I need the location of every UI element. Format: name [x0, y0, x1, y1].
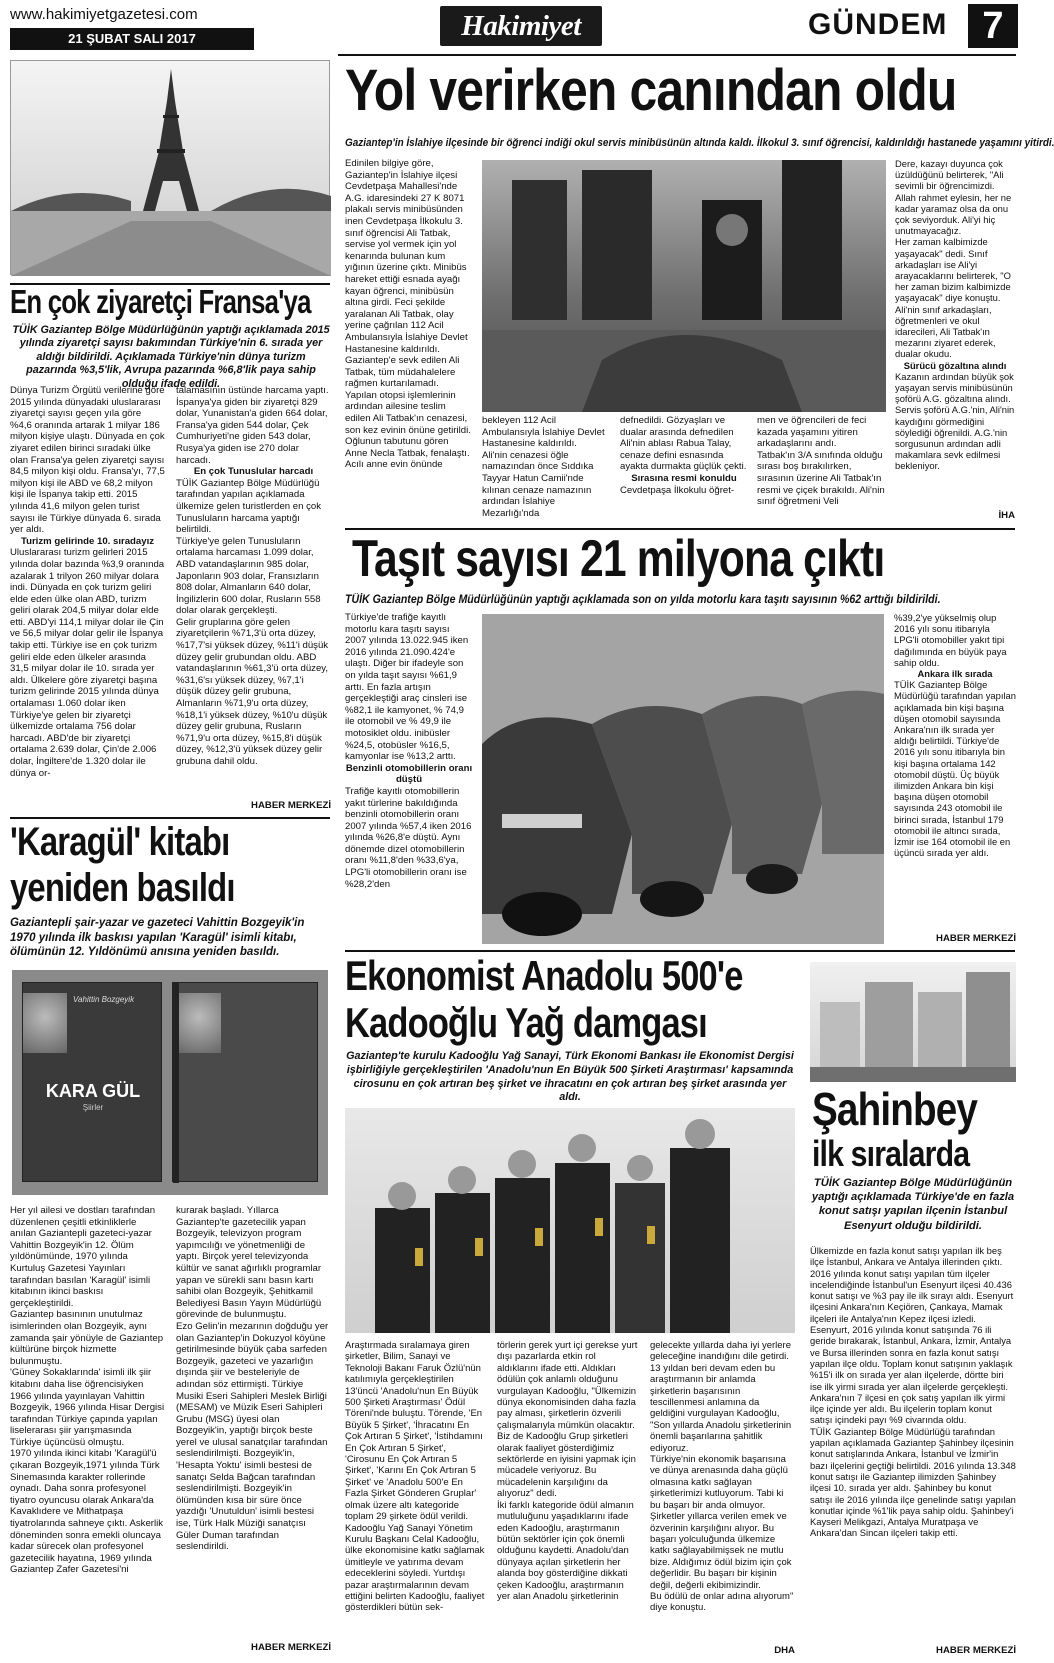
book-cover-1 [22, 982, 162, 1182]
tasit-headline: Taşıt sayısı 21 milyona çıktı [352, 530, 885, 588]
eiffel-tower-icon [11, 61, 331, 276]
sahinbey-body-text: Ülkemizde en fazla konut satışı yapılan ilk beş ilçe İstanbul, Ankara ve Antalya illerinden çıktı. 2016 yılında konut satışı yapılan tüm ilçeler incelendiğinde İstanbul'un Esenyurt ilçesi 40.436 konut satışı ve %3 pay ile ilk sırayı aldı. Esenyurt ilçesini Ankara'nın Keçiören, Çankaya, Mamak ilçeleri ile Antalya'nın Kepez ilçesi izledi. Esenyurt, 2016 yılında konut satışında 76 ili geride bırakarak, İstanbul, Ankara, İzmir, Antalya ve Bursa illerinden sonra en fazla konut satışı yapılan ilçe oldu. Toplam konut satışının yaklaşık %15'i ilk on sırada yer alan ilçelerde, dörtte biri ise ilk yirmi sırada yer alan ilçelerde gerçekleşti. Ankara'nın 7 ilçesi en çok satış yapılan ilk yirmi ilçe içinde yer aldı. Bu ilçelerin toplam konut satışı içindeki payı %9 civarında oldu. TÜİK Gaziantep Bölge Müdürlüğü tarafından yapılan açıklamada Gaziantep Şahinbey ilçesinin konut satışlarında Ankara, İstanbul ve İzmir'in bazı ilçelerini geçtiği belirtildi. 2016 yılında 13.348 konut satışı ile Gaziantep ilimizden Şahinbey ilçesi 10. sırada yer aldı. Şahinbey bu konut satışı ile 2016 yılında ilçe genelinde satışı yapılan konutlar içinde %1'lik paya sahip oldu. Şahinbey'i Kayseri Melikgazi, Antalya Muratpaşa ve Ankara'dan Sincan ilçeleri takip etti. [810, 1245, 1016, 1539]
servis-col1 [345, 158, 473, 520]
sahinbey-signature: HABER MERKEZİ [936, 1645, 1016, 1656]
kadooglu-col1-text: Araştırmada sıralamaya giren şirketler, Bilim, Sanayi ve Teknoloji Bakanı Faruk Özlü'nün katılımıyla gerçekleştirilen 13'üncü 'Anadolu'nun En Büyük 500 Şirketi Araştırması' Ödül Töreni'nde buluştu. Törende, 'En Büyük 5 Şirket', 'İhracatını En Çok Artıran 5 Şirket', 'İstihdamını En Çok Artıran 5 Şirket', 'Cirosunu En Çok Artıran 5 Şirket', 'Karını En Çok Artıran 5 Şirket' ve 'Anadolu 500'e En Fazla Şirket Gönderen Gruplar' olmak üzere altı kategoride toplam 29 şirkete ödül verildi. Kadooğlu Yağ Sanayi Yönetim Kurulu Başkanı Celal Kadooğlu, ülke ekonomisine katkı sağlamak ümitleyle ve yatırıma devam edeceklerini söyledi. Yurtdışı pazar araştırmalarının devam ettiğini belirten Kadooğlu, faaliyet gösterdikleri bütün sek- [345, 1340, 485, 1614]
tasit-col2-text: %39,2'ye yükselmiş olup 2016 yılı sonu itibarıyla LPG'li otomobiller yakıt tipi dağılımında en büyük paya sahip oldu. [894, 612, 1007, 668]
kadooglu-col3-text: gelecekte yıllarda daha iyi yerlere geleceğine inandığını dile getirdi. 13 yıldan beri devam eden bu araştırmanın bir anlamda şirketlerin başarısının tescillenmesi anlamına da geldiğini vurgulayan Kadooğlu, "Son yıllarda Anadolu şirketlerinin önemli başarılarına şahitlik ediyoruz. Türkiye'nin ekonomik başarısına ve dünya arenasında daha güçlü olmasına katkı sağlayan şirketlerimizi kutluyorum. Tabi ki bu başarı bir anda olmuyor. Şirketler yıllarca verilen emek ve özverinin karşılığını alıyor. Bu başarı yolculuğunda ülkemize katkı sağlayabilmişsek ne mutlu bize. Aldığımız ödül bizim için çok değerlidir. Bu başarı bir kişinin değil, değerli ekibimizindir. Bu ödülü de onlar adına alıyorum" diye konuştu. [650, 1340, 794, 1614]
france-signature: HABER MERKEZİ [251, 800, 331, 811]
servis-col2 [482, 415, 610, 520]
masthead-logo [440, 6, 602, 46]
france-col1-subhead: Turizm gelirinde 10. sıradayız [20, 535, 155, 547]
france-col2b-text: TÜİK Gaziantep Bölge Müdürlüğü tarafından yapılan açıklamada ülkemize gelen turistlerden en çok Tunusluların harcama yaptığı belirtildi. Türkiye'ye gelen Tunusluların ortalama harcaması 1.099 dolar, ABD vatandaşlarının 985 dolar, Japonların 903 dolar, Fransızların 808 dolar, Almanların 640 dolar, İngilizlerin 600 dolar, Rusların 558 dolar olarak gerçekleşti. Gelir gruplarına göre gelen ziyaretçilerin %71,3'ü orta düzey, %17,7'si yüksek düzey, %11'i düşük düzey gelir grubundan oldu. ABD vatandaşlarının %61,3'ü orta düzey, %31,6'sı yüksek düzey, %7,1'i düşük düzey gelir grubuna, Almanların %71,9'u orta düzey, %18,1'i yüksek düzey, %10'u düşük düzey gelir grubuna, Rusların %71,9'u orta düzey, %15,8'i düşük düzey, %12,3'ü yüksek düzey gelir grubuna dahil oldu. [176, 477, 329, 767]
karagul-book-photo [12, 970, 328, 1195]
kadooglu-headline-1: Ekonomist Anadolu 500'e [345, 952, 743, 999]
kadooglu-col2 [497, 1340, 639, 1658]
karagul-signature: HABER MERKEZİ [251, 1642, 331, 1653]
tasit-col2 [894, 612, 1016, 932]
section-label: GÜNDEM [808, 8, 948, 41]
parked-cars-icon [482, 614, 884, 944]
servis-col1-text: Edinilen bilgiye göre, Gaziantep'in İslahiye ilçesi Cevdetpaşa Mahallesi'nde A.G. idaresindeki 27 K 8071 plakalı servis minibüsünden inen Cevdetpaşa İlkokulu 3. sınıf öğrencisi Ali Tatbak, servise yol vermek için yol kenarında bulunan kum yığının üzerine çıktı. Minibüs hareket ettiği esnada ayağı kayan öğrenci, minibüsün altına girdi. Feci şekilde yaralanan Ali Tatbak, olay yerine çağrılan 112 Acil Ambulansıyla İslahiye Devlet Hastanesine kaldırıldı. Gaziantep'e sevk edilen Ali Tatbak, tüm müdahalelere rağmen kurtarılamadı. Yapılan otopsi işlemlerinin ardından ailesine teslim edilen Ali Tatbak'ın cenazesi, son kez evinin önüne getirildi. Oğlunun tabutunu gören Anne Necla Tatbak, fenalaştı. Acılı anne evin önünde [345, 158, 471, 471]
kadooglu-col2-text: törlerin gerek yurt içi gerekse yurt dışı pazarlarda etkin rol aldıklarını ifade etti. Aldıkları ödülün çok anlamlı olduğunu vurgulayan Kadooğlu, "Ülkemizin dünya ekonomisinden daha fazla pay alması, şirketlerin özverili çalışmalarıyla mümkün olacaktır. Biz de Kadooğlu Grup şirketleri olarak faaliyet gösterdiğimiz sektörlerde en iyisini yapmak için mücadele veriyoruz. Bu mücadelenin karşılığını da alıyoruz" dedi. İki farklı kategoride ödül almanın mutluluğunu yaşadıklarını ifade eden Kadooğlu, araştırmanın bütün sektörler için çok önemli olduğunu kaydetti. Anadolu'dan dünyaya açılan şirketlerin her alanda boy gösterdiğine dikkati çeken Kadooğlu, araştırmanın yer alan Anadolu şirketlerinin [497, 1340, 638, 1602]
servis-col2-text: bekleyen 112 Acil Ambulansıyla İslahiye Devlet Hastanesine kaldırıldı. Ali'nin cenazesi öğle namazından önce Sıddıka Tayyar Hatun Camii'nde kılınan cenaze namazının ardından İslahiye Mezarlığı'nda [482, 415, 605, 519]
author-portrait [23, 993, 67, 1053]
masthead-date: 21 ŞUBAT SALI 2017 [10, 28, 254, 50]
france-col2-subhead: En çok Tunuslular harcadı [193, 466, 314, 478]
sahinbey-headline-1: Şahinbey [812, 1083, 978, 1135]
karagul-col2 [176, 1205, 331, 1635]
servis-signature: İHA [998, 510, 1015, 521]
karagul-deck: Gaziantepli şair-yazar ve gazeteci Vahittin Bozgeyik'in 1970 yılında ilk baskısı yapılan 'Karagül' isimli kitabı, ölümünün 12. Yıldönümü anısına yeniden basıldı. [10, 917, 305, 958]
karagul-col1 [10, 1205, 165, 1645]
masthead-rule [338, 54, 1016, 56]
servis-col5b-text: Kazanın ardından büyük şok yaşayan servis minibüsünün şoförü A.G. gözaltına alındı. Servis şoförü A.G.'nin, Ali'nin kaydığını görmediğini söylediği öğrenildi. A.G.'nin sorgusunun ardından adli makamlara sevk edilmesi bekleniyor. [895, 370, 1015, 472]
servis-headline: Yol verirken canından oldu [345, 58, 957, 123]
servis-col3b-text: Cevdetpaşa İlkokulu öğret- [620, 484, 735, 496]
karagul-col2-text: kurarak başladı. Yıllarca Gaziantep'te gazetecilik yapan Bozgeyik, televizyon program yapımcılığı ve yönetmenliği de yaptı. Birçok yerel televizyonda kültür ve sanat ağırlıklı programlar yapan ve sürekli sanı basın kartı sahibi olan Bozgeyik, Şehitkamil Belediyesi Basın Yayın Müdürlüğü görevinde de bulunmuştu. Ezo Gelin'in mezarının doğduğu yer olan Gaziantep'in Dokuzyol köyüne getirilmesinde büyük çaba sarfeden Bozgeyik, gazeteci ve yazarlığın dışında şiir ve besteleriyle de adından söz ettirmişti. Türkiye Musiki Eseri Sahipleri Meslek Birliği (MESAM) ve Müzik Eseri Sahipleri Grubu (MSG) üyesi olan Bozgeyik'in, yaptığı birçok beste yerel ve ulusal sanatçılar tarafından seslendirilmişti. Bozgeyik'in, 'Hesapta Yoktu' isimli bestesi de sanatçı Selda Bağcan tarafından seslendirilmişti. Bozgeyik'in ölümünden kısa bir süre önce yazdığı 'Unutuldun' isimli bestesi ise, Türk Halk Müziği sanatçısı Güler Duman tarafından seslendirildi. [176, 1205, 329, 1553]
france-headline: En çok ziyaretçi Fransa'ya [10, 283, 311, 320]
france-deck: TÜİK Gaziantep Bölge Müdürlüğünün yaptığı açıklamada 2015 yılında ziyaretçi sayısı bakımından Türkiye'nin 6. sırada yer aldığı bildirildi. Açıklamada Türkiye'nin dünya turizm pazarında %3,5'lik, Avrupa pazarında %6,8'lik paya sahip olduğu ifade edildi. [12, 324, 330, 390]
masthead-url[interactable]: www.hakimiyetgazetesi.com [10, 6, 198, 23]
book-title: KARA GÜL [45, 1081, 141, 1101]
karagul-headline-2: yeniden basıldı [10, 866, 235, 910]
funeral-photo [482, 160, 886, 412]
france-col1 [10, 385, 165, 815]
servis-col3-text: defnedildi. Gözyaşları ve dualar arasında defnedilen Ali'nin ablası Rabua Talay, cenaze defini esnasında ayakta durmakta güçlük çekti. [620, 415, 747, 473]
servis-col3 [620, 415, 748, 520]
kadooglu-signature: DHA [774, 1645, 795, 1656]
tasit-col2b-text: TÜİK Gaziantep Bölge Müdürlüğü tarafından yapılan açıklamada bin kişi başına düşen otomobil sayısında Ankara'nın ilk sırada yer aldığı belirtildi. Türkiye'de 2016 yılı sonu itibarıyla bin kişi başına ortalama 142 otomobil düştü. Üç büyük ilimizden Ankara bin kişi başına düşen otomobil sayısında 243 otomobil ile birinci sırada, İstanbul 179 otomobil ile altıncı sırada, İzmir ise 164 otomobil ile en üçüncü sırada yer aldı. [894, 679, 1016, 859]
servis-col3-subhead: Sırasına resmi konuldu [631, 472, 737, 484]
france-col2-text: talamasının üstünde harcama yaptı. İspanya'ya giden bir ziyaretçi 829 dolar, Yunanistan'a giden 664 dolar, Fransa'ya giden 544 dolar, Çek Cumhuriyeti'ne giden 543 dolar, Rusya'ya giden ise 270 dolar harcadı. [176, 385, 329, 466]
sahinbey-deck: TÜİK Gaziantep Bölge Müdürlüğünün yaptığı açıklamada Türkiye'de en fazla konut satışı yapılan ilçenin İstanbul Esenyurt olduğu bildirildi. [811, 1177, 1015, 1232]
tasit-col1b-text: Trafiğe kayıtlı otomobillerin yakıt türlerine bakıldığında benzinli otomobillerin oranı 2007 yılında %57,4 iken 2016 yılında %26,8'e düştü. Aynı dönemde dizel otomobillerin oranı %11,8'den %33,6'ya, LPG'li otomobillerin oranı ise %28,2'den [345, 785, 472, 890]
book-author: Vahittin Bozgeyik [73, 995, 135, 1004]
tasit-col1 [345, 612, 473, 947]
sahinbey-body [810, 1245, 1016, 1643]
france-col1-text: Dünya Turizm Örgütü verilerine göre 2015 yılında dünyadaki uluslararası ziyaretçi sayısı geçen yıla göre %4,6 oranında artarak 1 milyar 186 milyon kişiye ulaştı. Dünyada en çok ziyaret edilen birinci sıradaki ülke olan Fransa'ya gelen ziyaretçi sayısı 84,5 milyon kişi oldu. Fransa'yı, 77,5 milyon kişi ile ABD ve 68,2 milyon kişi ile İspanya takip etti. 2015 yılında 41,6 milyon gelen turist sayısı ile Türkiye dünyada 6. sırada yer aldı. [10, 385, 165, 536]
kadooglu-headline-2: Kadooğlu Yağ damgası [345, 999, 707, 1046]
servis-col4 [757, 415, 885, 520]
apartments-photo [810, 962, 1016, 1082]
author-portrait-2 [177, 993, 221, 1053]
book-subtitle: Şiirler [82, 1103, 104, 1112]
karagul-col1-text: Her yıl ailesi ve dostları tarafından düzenlenen çeşitli etkinliklerle anılan Gaziantepli gazeteci-yazar Vahittin Bozgeyik'in 12. Ölüm yıldönümünde, 1970 yılında Kurtuluş Gazetesi Yayınları tarafından basılan 'Karagül' isimli kitabının ikinci baskısı gerçekleştirildi. Gaziantep basınının unutulmaz isimlerinden olan Bozgeyik, aynı zamanda şair yönüyle de Gaziantep kültürüne birçok hizmette bulunmuştu. 'Güney Sokaklarında' isimli ilk şiir kitabını daha lise öğrencisiyken 1966 yılında yayınlayan Vahittin Bozgeyik, 1966 yılında Hisar Dergisi tarafından Türkiye çapında yapılan liselerarası şiir yarışmasında Türkiye üçüncüsü olmuştu. 1970 yılında ikinci kitabı 'Karagül'ü çıkaran Bozgeyik,1971 yılında Türk Sinemasında karakter rollerinde oynadı. Daha sonra profesyonel tiyatro oyuncusu olarak Ankara'da Kavaklıdere ve Mithatpaşa tiyatrolarında sahneye çıktı. Askerlik döneminden sonra emekli oluncaya kadar sürecek olan profesyonel gazetecilik hayatına, 1969 yılında Gaziantep Zafer Gazetesi'ni [10, 1205, 165, 1576]
cars-photo [482, 614, 884, 944]
book-spine [173, 983, 179, 1183]
page-number: 7 [968, 4, 1018, 48]
tasit-deck: TÜİK Gaziantep Bölge Müdürlüğünün yaptığı açıklamada son on yılda motorlu kara taşıtı sayısının %62 arttığı bildirildi. [345, 594, 941, 606]
kadooglu-col1 [345, 1340, 487, 1658]
servis-col5-text: Dere, kazayı duyunca çok üzüldüğünü belirterek, "Ali sevimli bir öğrencimizdi. Allah rahmet eylesin, her ne kadar yaramaz olsa da onu çok seviyorduk. Ali'yi hiç unutmayacağız. Her zaman kalbimizde yaşayacak" dedi. Sınıf arkadaşları ise Ali'yi arayacaklarını belirterek, "O her zaman bizim kalbimizde yaşayacak" diye konuştu. Ali'nin sınıf arkadaşları, öğretmenleri ve okul idarecileri, Ali Tatbak'ın mezarını ziyaret ederek, dualar okudu. [895, 158, 1012, 360]
award-ceremony-photo [345, 1108, 795, 1333]
servis-col4-text: men ve öğrencileri de feci kazada yaşamını yitiren arkadaşlarını andı. Tatbak'ın 3/A sınıfında olduğu sırası boş bırakılırken, sırasının üzerine Ali Tatbak'ın resmi ve çiçek bırakıldı. Ali'nin sınıf öğretmeni Veli [757, 415, 885, 508]
servis-col5-subhead: Sürücü gözaltına alındı [903, 359, 1007, 371]
eiffel-tower-photo [10, 60, 330, 275]
tasit-col1-text: Türkiye'de trafiğe kayıtlı motorlu kara taşıtı sayısı 2007 yılında 13.022.945 iken 2016 yılında 21.090.424'e ulaştı. Diğer bir ifadeyle son on yılda taşıt sayısı %61,9 arttı. En fazla artışın gerçekleştiği araç cinsleri ise %82,1 ile kamyonet, % 74,9 ile otomobil ve % 49,9 ile motosiklet oldu. inibüsler %24,5, otobüsler %16,5, kamyonlar ise %13,2 arttı. [345, 612, 469, 763]
funeral-scene-icon [482, 160, 886, 412]
tasit-col1-subhead: Benzinli otomobillerin oranı düştü [345, 762, 473, 786]
france-col2 [176, 385, 331, 795]
kadooglu-deck: Gaziantep'te kurulu Kadooğlu Yağ Sanayi, Türk Ekonomi Bankası ile Ekonomist Dergisi işbirliğiyle gerçekleştirilen 'Anadolu'nun En Büyük 500 Şirketi Araştırması' kapsamında cirosunu en çok artıran beş şirket ve ihracatını en çok artıran beş şirket arasında yer aldı. [346, 1050, 794, 1104]
servis-col5 [895, 158, 1015, 508]
award-winners-icon [345, 1108, 795, 1333]
logo-text: Hakimiyet [461, 10, 581, 42]
tasit-col2-subhead: Ankara ilk sırada [917, 668, 993, 680]
karagul-top-rule [10, 817, 330, 819]
servis-deck: Gaziantep'in İslahiye ilçesinde bir öğrenci indiği okul servis minibüsünün altında kaldı. İlkokul 3. sınıf öğrencisi, kaldırıldığı hastanede yaşamını yitirdi. [345, 137, 1054, 149]
tasit-signature: HABER MERKEZİ [936, 933, 1016, 944]
kadooglu-col3 [650, 1340, 795, 1645]
book-cover-2 [172, 982, 318, 1182]
sahinbey-headline-2: ilk sıralarda [812, 1133, 970, 1174]
buildings-icon [810, 962, 1016, 1082]
karagul-headline-1: 'Karagül' kitabı [10, 820, 230, 864]
france-col1b-text: Uluslararası turizm gelirleri 2015 yılında dolar bazında %3,9 oranında azalarak 1 trilyon 260 milyar dolara indi. Dünyada en çok turizm geliri elde eden ülke olan ABD, turizm geliri olarak 204,5 milyar dolar elde etti. ABD'yi 114,1 milyar dolar ile Çin ve 56,5 milyar dolar gelir ile İspanya takip etti. Türkiye ise en çok turizm geliri elde eden ülkeler arasında 31,5 milyar dolar ile 10. sırada yer aldı. Ülkelere göre ziyaretçi başına turizm gelirinde 2015 yılında dünya ortalaması 1.060 dolar iken Türkiye'ye gelen bir ziyaretçi ülkemizde ortalama 756 dolar harcadı. ABD'de bir ziyaretçi ortalama 2.639 dolar, Çin'de 2.006 dolar, İngiltere'de 1.320 dolar ile dünya or- [10, 547, 165, 779]
